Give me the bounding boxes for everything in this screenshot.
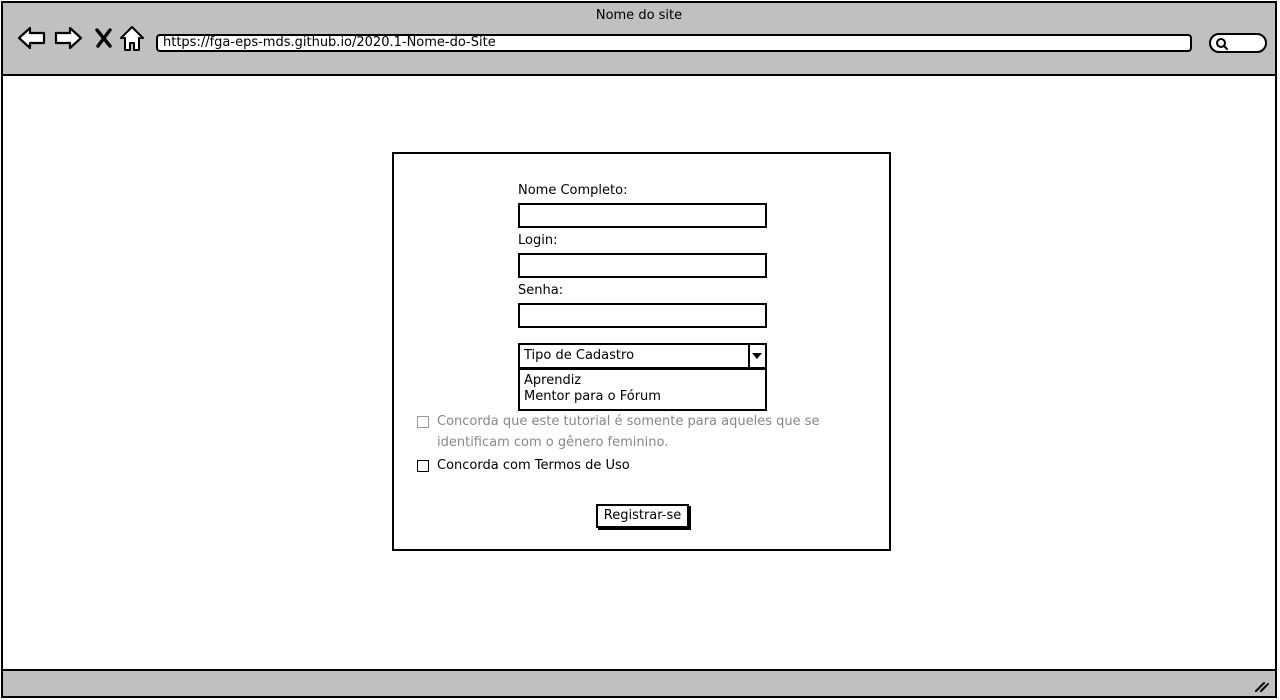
option-mentor[interactable]: Mentor para o Fórum: [524, 389, 661, 404]
forward-arrow-icon[interactable]: [53, 25, 83, 51]
home-icon[interactable]: [119, 25, 145, 53]
option-aprendiz[interactable]: Aprendiz: [524, 373, 582, 388]
login-label: Login:: [518, 233, 558, 248]
password-input[interactable]: [518, 303, 767, 328]
full-name-input[interactable]: [518, 203, 767, 228]
registration-type-value: Tipo de Cadastro: [524, 348, 635, 363]
status-bar: [3, 669, 1275, 696]
dropdown-toggle[interactable]: [748, 345, 765, 367]
login-input[interactable]: [518, 253, 767, 278]
search-box[interactable]: [1209, 33, 1267, 53]
registration-type-options: [518, 369, 767, 411]
resize-grip-icon[interactable]: [1255, 680, 1269, 692]
back-arrow-icon[interactable]: [17, 25, 47, 51]
search-icon: [1215, 37, 1229, 51]
registration-form: [392, 152, 891, 551]
registration-type-select[interactable]: [518, 343, 767, 369]
browser-window: [1, 1, 1277, 698]
close-icon[interactable]: [94, 25, 114, 51]
chevron-down-icon: [752, 353, 762, 359]
gender-agreement-label: Concorda que este tutorial é somente para aqueles que se identificam com o gênero feminino.: [437, 414, 820, 450]
full-name-label: Nome Completo:: [518, 183, 628, 198]
browser-toolbar: [3, 3, 1275, 76]
register-button[interactable]: Registrar-se: [596, 504, 689, 528]
password-label: Senha:: [518, 283, 564, 298]
gender-agreement-checkbox[interactable]: [417, 416, 429, 428]
window-title: Nome do site: [595, 8, 683, 23]
address-bar[interactable]: https://fga-eps-mds.github.io/2020.1-Nome-do-Site: [156, 34, 1192, 52]
terms-agreement-checkbox[interactable]: [417, 460, 429, 472]
terms-agreement-label: Concorda com Termos de Uso: [437, 458, 630, 473]
